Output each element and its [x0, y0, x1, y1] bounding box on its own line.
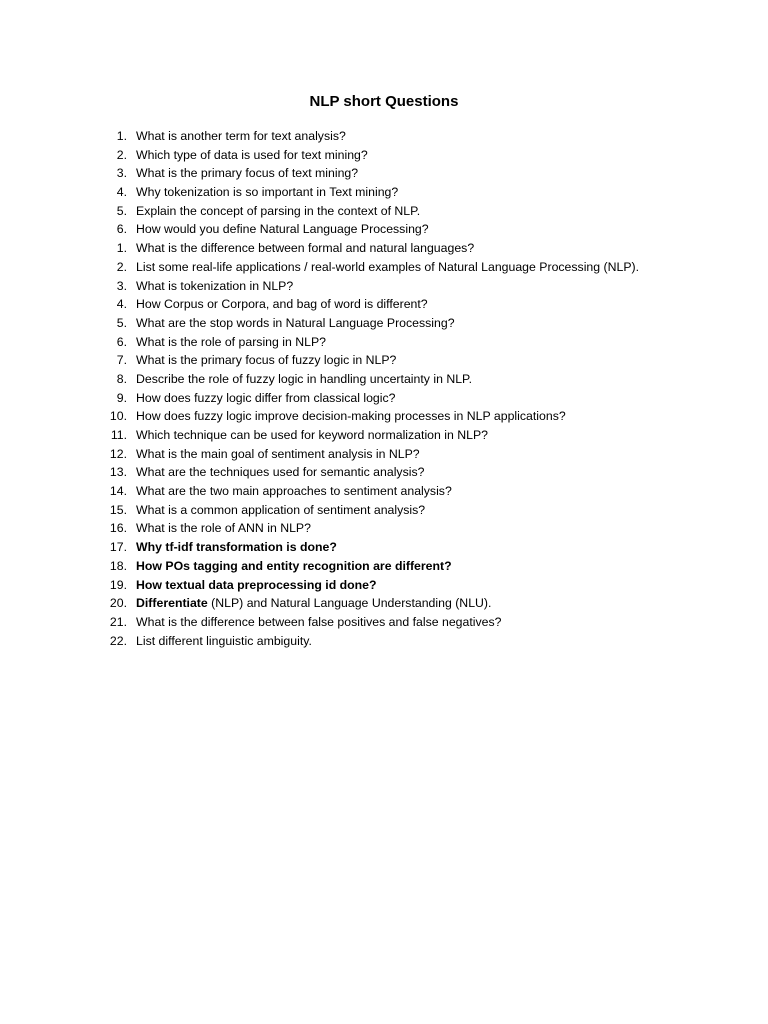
- item-text: List different linguistic ambiguity.: [136, 633, 312, 648]
- item-text: What is the difference between formal and natural languages?: [136, 241, 475, 256]
- list-item: [104, 557, 704, 576]
- item-text: How Corpus or Corpora, and bag of word is different?: [136, 297, 428, 312]
- list-item: [104, 389, 704, 408]
- item-number: 9.: [116, 390, 127, 405]
- item-text: What is tokenization in NLP?: [136, 278, 294, 293]
- item-text: How textual data preprocessing id done?: [136, 577, 377, 592]
- list-item: [104, 164, 704, 183]
- item-text: What is the primary focus of fuzzy logic in NLP?: [136, 353, 397, 368]
- item-text-rest: (NLP) and Natural Language Understanding (NLU).: [207, 596, 492, 611]
- item-text: Explain the concept of parsing in the context of NLP.: [136, 203, 421, 218]
- list-item: [104, 239, 704, 258]
- list-item: [104, 407, 704, 426]
- item-text: Describe the role of fuzzy logic in handling uncertainty in NLP.: [136, 371, 473, 386]
- list-item: [104, 220, 704, 239]
- item-number: 12.: [109, 446, 127, 461]
- item-text: What is the difference between false positives and false negatives?: [136, 614, 502, 629]
- item-text: What is another term for text analysis?: [136, 129, 346, 143]
- item-number: 2.: [116, 147, 127, 162]
- item-number: 6.: [116, 222, 127, 237]
- item-number: 4.: [116, 185, 127, 200]
- item-lead-bold: Differentiate: [136, 596, 208, 611]
- item-number: 4.: [116, 297, 127, 312]
- item-number: 1.: [116, 241, 127, 256]
- item-text: How POs tagging and entity recognition are different?: [136, 558, 452, 573]
- item-text: Why tokenization is so important in Text mining?: [136, 185, 399, 200]
- list-item: [104, 426, 704, 445]
- document-title: NLP short Questions: [309, 93, 459, 110]
- item-text: What is the role of parsing in NLP?: [136, 334, 327, 349]
- item-text: Which type of data is used for text mining?: [136, 147, 368, 162]
- list-item: [104, 146, 704, 165]
- item-number: 1.: [116, 129, 127, 143]
- item-number: 10.: [109, 409, 127, 424]
- list-item: [104, 501, 704, 520]
- item-number: 22.: [109, 633, 127, 648]
- item-number: 5.: [116, 315, 127, 330]
- item-text: Which technique can be used for keyword normalization in NLP?: [136, 428, 489, 442]
- list-item: [104, 632, 704, 651]
- item-text: How does fuzzy logic improve decision-making processes in NLP applications?: [136, 409, 566, 424]
- item-number: 21.: [109, 614, 127, 629]
- item-text: What are the two main approaches to sentiment analysis?: [136, 484, 452, 499]
- item-number: 18.: [109, 558, 127, 573]
- item-number: 3.: [116, 166, 127, 181]
- list-item: [104, 445, 704, 464]
- item-number: 13.: [109, 465, 127, 480]
- item-number: 19.: [109, 577, 127, 592]
- list-item: [104, 202, 704, 221]
- item-text: What is a common application of sentiment analysis?: [136, 502, 426, 517]
- list-item: [104, 277, 704, 296]
- item-text: What is the primary focus of text mining?: [136, 166, 359, 181]
- item-number: 16.: [109, 521, 127, 536]
- list-item: [104, 463, 704, 482]
- item-number: 17.: [109, 540, 127, 555]
- list-item: [104, 314, 704, 333]
- list-item: [104, 295, 704, 314]
- item-number: 20.: [109, 596, 127, 611]
- list-item: [104, 351, 704, 370]
- list-item: [104, 370, 704, 389]
- item-text: How does fuzzy logic differ from classical logic?: [136, 390, 396, 405]
- item-number: 5.: [116, 203, 127, 218]
- item-text: What is the main goal of sentiment analysis in NLP?: [136, 446, 420, 461]
- item-number: 3.: [116, 278, 127, 293]
- item-text: [136, 594, 491, 613]
- item-number: 15.: [109, 502, 127, 517]
- list-item: [104, 333, 704, 352]
- item-number: 2.: [116, 259, 127, 274]
- list-item: [104, 613, 704, 632]
- item-number: 6.: [116, 334, 127, 349]
- item-text: What are the techniques used for semantic analysis?: [136, 465, 425, 480]
- item-text: What is the role of ANN in NLP?: [136, 521, 311, 536]
- list-item: [104, 576, 704, 595]
- list-item: [104, 482, 704, 501]
- list-item: [104, 538, 704, 557]
- item-number: 8.: [116, 371, 127, 386]
- list-item: [104, 594, 704, 613]
- item-number: 14.: [109, 484, 127, 499]
- list-item: [104, 127, 704, 146]
- item-text: Why tf-idf transformation is done?: [136, 540, 337, 555]
- item-text: How would you define Natural Language Processing?: [136, 222, 429, 237]
- list-item: [104, 183, 704, 202]
- list-item: [104, 258, 704, 277]
- item-text: What are the stop words in Natural Language Processing?: [136, 315, 455, 330]
- question-list: [104, 127, 704, 650]
- item-number: 7.: [116, 353, 127, 368]
- item-text: List some real-life applications / real-world examples of Natural Language Processing (NLP).: [136, 259, 640, 274]
- list-item: [104, 519, 704, 538]
- item-number: 11.: [110, 428, 127, 442]
